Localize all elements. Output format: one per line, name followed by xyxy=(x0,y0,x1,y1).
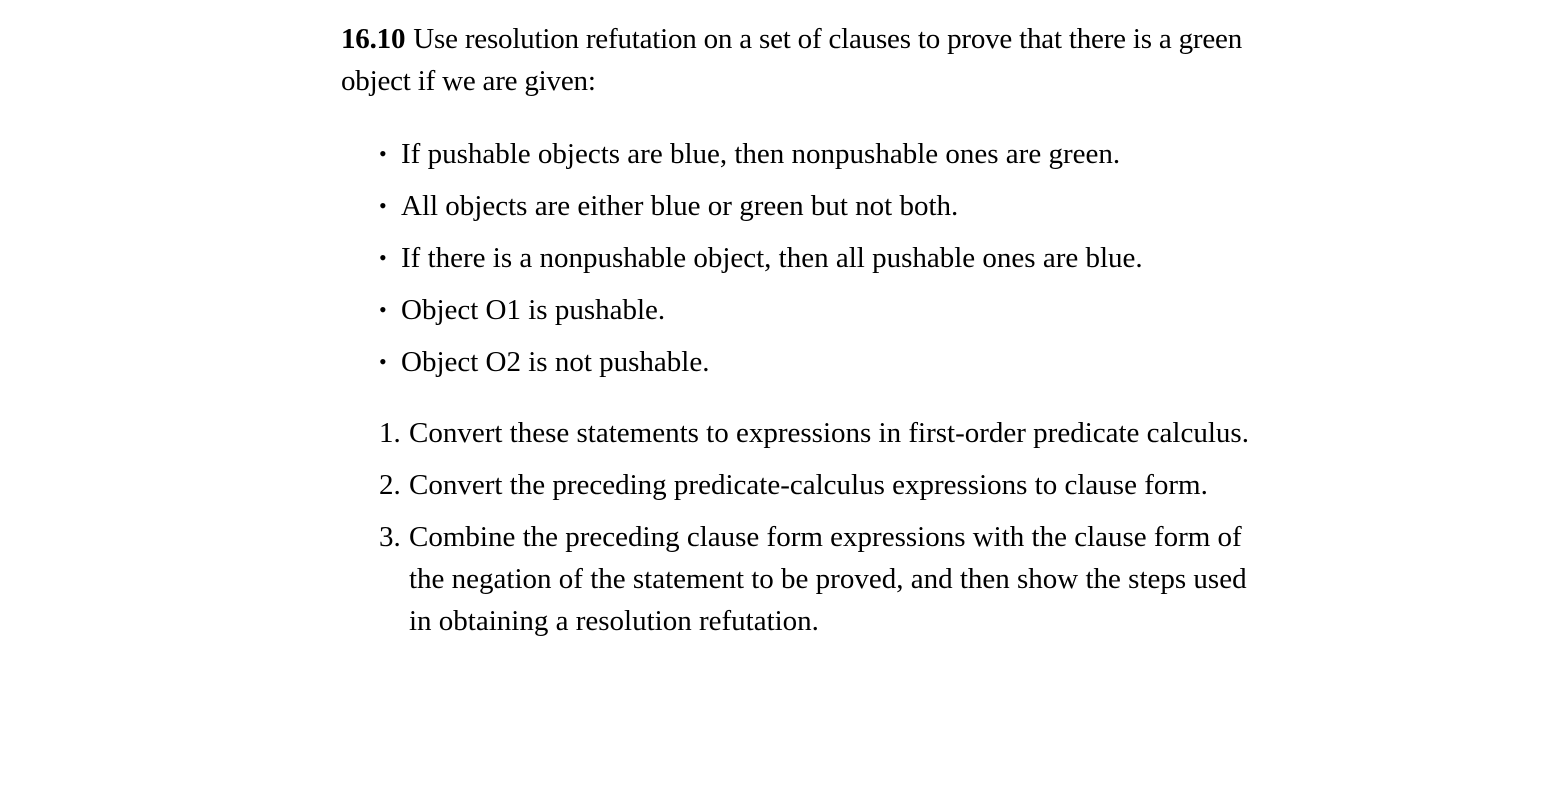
step-item xyxy=(379,516,1269,642)
step-text: Convert the preceding predicate-calculus expressions to clause form. xyxy=(409,469,1208,501)
list-item-text: If there is a nonpushable object, then all pushable ones are blue. xyxy=(401,242,1143,274)
list-item-text: All objects are either blue or green but not both. xyxy=(401,190,959,222)
list-item xyxy=(379,232,1311,284)
step-number: 3. xyxy=(379,521,401,553)
bullet-icon: • xyxy=(379,141,387,166)
given-statements-list xyxy=(341,128,1311,388)
bullet-icon: • xyxy=(379,297,387,322)
step-text: Combine the preceding clause form expressions with the clause form of the negation of the statement to be proved, and then show the steps used in obtaining a resolution refutation. xyxy=(409,521,1247,637)
problem-text: Use resolution refutation on a set of clauses to prove that there is a green object if we are given: xyxy=(341,23,1243,97)
exercise-page xyxy=(341,18,1311,652)
list-item-text: If pushable objects are blue, then nonpushable ones are green. xyxy=(401,138,1121,170)
problem-statement xyxy=(341,18,1306,102)
step-number: 2. xyxy=(379,469,401,501)
task-steps-list xyxy=(341,412,1311,642)
bullet-icon: • xyxy=(379,193,387,218)
list-item xyxy=(379,180,1311,232)
step-text: Convert these statements to expressions in first-order predicate calculus. xyxy=(409,417,1249,449)
list-item xyxy=(379,336,1311,388)
list-item xyxy=(379,128,1311,180)
step-number: 1. xyxy=(379,417,401,449)
step-item xyxy=(379,464,1269,506)
list-item-text: Object O1 is pushable. xyxy=(401,294,666,326)
problem-number: 16.10 xyxy=(341,23,406,55)
step-item xyxy=(379,412,1269,454)
bullet-icon: • xyxy=(379,245,387,270)
list-item xyxy=(379,284,1311,336)
bullet-icon: • xyxy=(379,349,387,374)
list-item-text: Object O2 is not pushable. xyxy=(401,346,710,378)
